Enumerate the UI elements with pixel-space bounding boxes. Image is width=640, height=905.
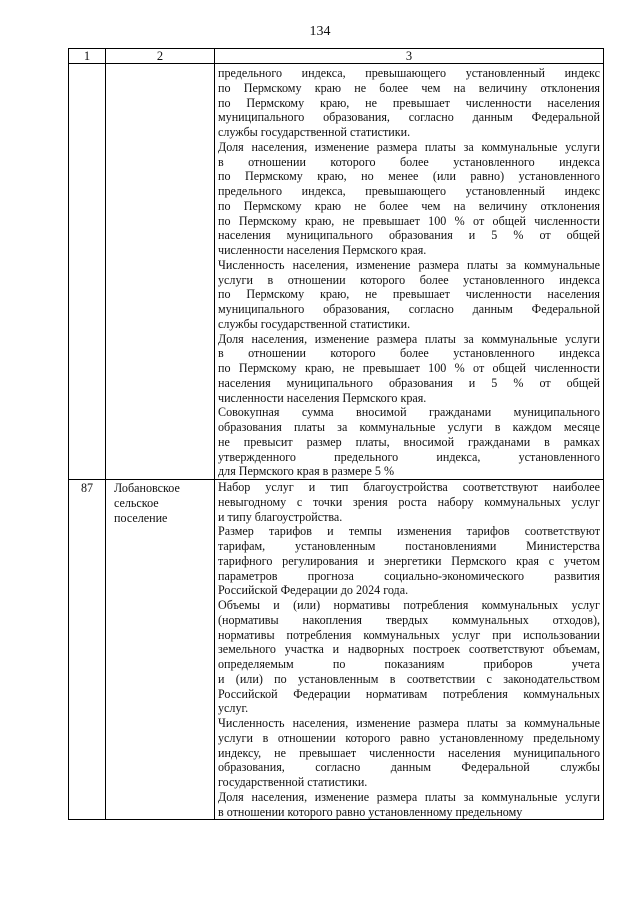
text-line: по Пермскому краю, не превышает 100 % от общей численности bbox=[218, 361, 600, 375]
text-line: муниципального образования, согласно данным Федеральной bbox=[218, 110, 600, 125]
settlement-name bbox=[106, 480, 214, 525]
table-row bbox=[69, 480, 604, 820]
paragraph bbox=[215, 66, 603, 140]
text-line: численности населения Пермского края. bbox=[218, 243, 427, 257]
text-line: муниципального образования, согласно данным Федеральной bbox=[218, 302, 600, 316]
text-line: Численность населения, изменение размера платы за коммунальные bbox=[218, 257, 600, 272]
text-line: по Пермскому краю, не превышает численности населения bbox=[218, 287, 600, 302]
page-number: 134 bbox=[309, 24, 331, 39]
paragraph bbox=[215, 598, 603, 716]
text-line: по Пермскому краю, но менее (или равно) установленного bbox=[218, 169, 600, 184]
text-line: государственной статистики. bbox=[218, 775, 368, 789]
text-line: образования, согласно данным Федеральной службы bbox=[218, 760, 600, 775]
text-line: населения муниципального образования и 5 % от общей bbox=[218, 228, 600, 243]
paragraph bbox=[215, 524, 603, 598]
text-line: в отношении которого более установленного индекса bbox=[218, 346, 600, 361]
row-description-cell bbox=[215, 64, 604, 480]
paragraph bbox=[215, 258, 603, 332]
text-line: (нормативы накопления твердых коммунальных отходов), bbox=[218, 612, 600, 627]
text-line: нормативы потребления коммунальных услуг при использовании bbox=[218, 627, 600, 642]
text-line: Российской Федерации нормативам потребления коммунальных bbox=[218, 686, 600, 701]
text-line: и типу благоустройства. bbox=[218, 509, 343, 524]
data-table bbox=[68, 48, 604, 820]
settlement-name-line: поселение bbox=[114, 510, 168, 525]
text-line: Доля населения, изменение размера платы за коммунальные услуги bbox=[218, 331, 600, 346]
row-description-cell bbox=[215, 480, 604, 820]
row-name-cell bbox=[106, 480, 215, 820]
text-line: численности населения Пермского края. bbox=[218, 390, 427, 405]
text-line: параметров прогноза социально-экономического развития bbox=[218, 568, 600, 583]
paragraph bbox=[215, 790, 603, 820]
text-line: службы государственной статистики. bbox=[218, 316, 411, 331]
text-line: по Пермскому краю не более чем на величину отклонения bbox=[218, 198, 600, 213]
row-number-cell: 87 bbox=[69, 480, 106, 820]
text-line: тарифного регулирования и энергетики Пермского края с учетом bbox=[218, 553, 600, 568]
header-col-3: 3 bbox=[215, 49, 604, 64]
text-line: услуг. bbox=[218, 701, 249, 716]
text-line: тарифам, установленным постановлениями Министерства bbox=[218, 539, 600, 553]
text-line: образования платы за коммунальные услуги в каждом месяце bbox=[218, 420, 600, 434]
text-line: определяемым по показаниям приборов учета bbox=[218, 657, 600, 671]
settlement-name-line: сельское bbox=[114, 495, 159, 510]
text-line: услуги в отношении которого равно установленному предельному bbox=[218, 730, 600, 745]
row-name-cell bbox=[106, 64, 215, 480]
text-line: невыгодному с точки зрения роста набору коммунальных услуг bbox=[218, 494, 600, 509]
text-line: не превысит размер платы, вносимой гражданами в рамках bbox=[218, 434, 600, 449]
table-row bbox=[69, 64, 604, 480]
text-line: услуги в отношении которого более установленного индекса bbox=[218, 272, 600, 287]
text-line: индексу, не превышает численности населения муниципального bbox=[218, 745, 600, 760]
text-line: земельного участка и надворных построек соответствуют объемам, bbox=[218, 642, 600, 657]
text-line: Совокупная сумма вносимой гражданами муниципального bbox=[218, 405, 600, 420]
text-line: Объемы и (или) нормативы потребления коммунальных услуг bbox=[218, 598, 600, 612]
header-col-1: 1 bbox=[69, 49, 106, 64]
text-line: населения муниципального образования и 5 % от общей bbox=[218, 375, 600, 390]
paragraph bbox=[215, 332, 603, 406]
text-line: в отношении которого более установленного индекса bbox=[218, 154, 600, 169]
text-line: предельного индекса, превышающего установленный индекс bbox=[218, 66, 600, 80]
text-line: для Пермского края в размере 5 % bbox=[218, 464, 395, 479]
paragraph bbox=[215, 716, 603, 790]
paragraph bbox=[215, 405, 603, 479]
text-line: Доля населения, изменение размера платы за коммунальные услуги bbox=[218, 789, 600, 804]
text-line: Набор услуг и тип благоустройства соответствуют наиболее bbox=[218, 480, 600, 494]
text-line: службы государственной статистики. bbox=[218, 125, 411, 139]
text-line: Размер тарифов и темпы изменения тарифов соответствуют bbox=[218, 524, 600, 539]
table-header-row bbox=[69, 49, 604, 64]
paragraph bbox=[215, 140, 603, 258]
text-line: по Пермскому краю, не превышает численности населения bbox=[218, 95, 600, 110]
paragraph bbox=[215, 480, 603, 524]
text-line: по Пермскому краю не более чем на величину отклонения bbox=[218, 80, 600, 95]
text-line: по Пермскому краю, не превышает 100 % от общей численности bbox=[218, 213, 600, 228]
text-line: Доля населения, изменение размера платы за коммунальные услуги bbox=[218, 139, 600, 154]
text-line: утвержденного предельного индекса, установленного bbox=[218, 449, 600, 464]
text-line: и (или) по установленным в соответствии с законодательством bbox=[218, 671, 600, 686]
row-number-cell bbox=[69, 64, 106, 480]
settlement-name-line: Лобановское bbox=[114, 481, 180, 495]
text-line: Численность населения, изменение размера платы за коммунальные bbox=[218, 716, 600, 730]
text-line: в отношении которого равно установленному предельному bbox=[218, 804, 523, 819]
header-col-2: 2 bbox=[106, 49, 215, 64]
text-line: предельного индекса, превышающего установленный индекс bbox=[218, 184, 600, 198]
text-line: Российской Федерации до 2024 года. bbox=[218, 583, 409, 598]
